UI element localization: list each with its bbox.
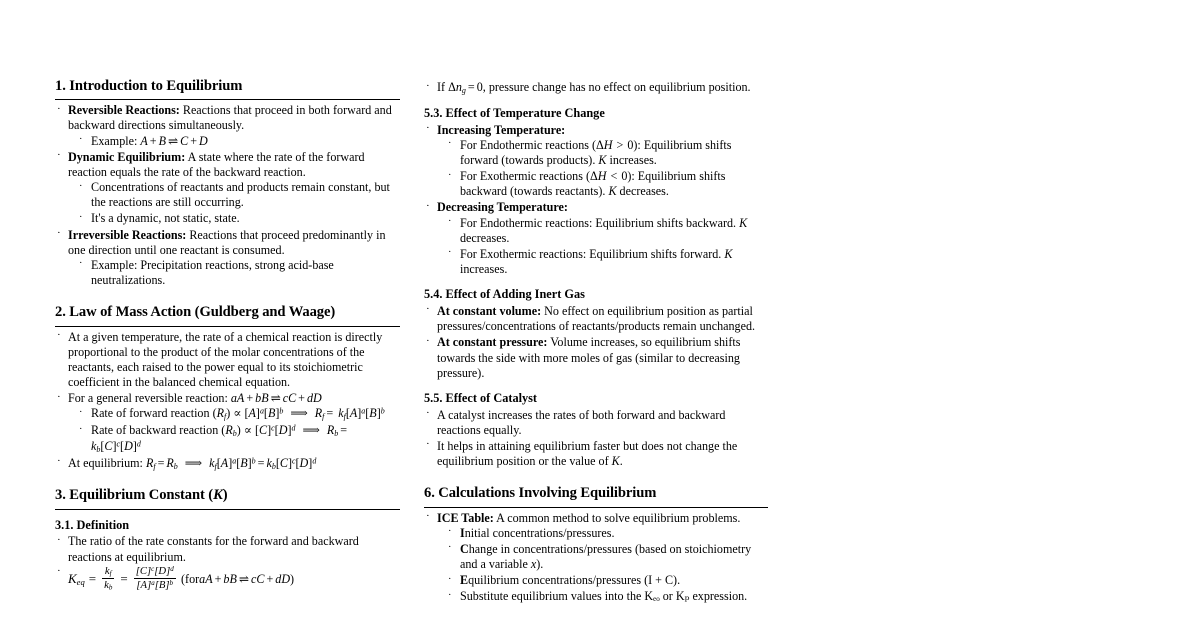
heading-text-post: ): [222, 487, 228, 504]
list-item: [77, 423, 400, 455]
bullet-icon: ·: [448, 216, 452, 228]
math-expression: $[C]^c[D]^d$: [254, 423, 296, 438]
bullet-icon: ·: [448, 573, 452, 585]
ice-equilibrium-letter: E: [460, 573, 469, 588]
item-text-a: For Endothermic reactions: Equilibrium shifts backward.: [460, 215, 737, 230]
list-item: [55, 228, 400, 289]
item-text: Reactions that proceed predominantly in one direction until one reactant is consumed.: [68, 227, 386, 257]
item-text: Reactions that proceed in both forward and backward directions simultaneously.: [68, 103, 392, 133]
heading-section-6: 6. Calculations Involving Equilibrium: [424, 485, 768, 507]
item-text: nitial concentrations/pressures.: [464, 525, 615, 540]
bullet-icon: ·: [57, 533, 61, 546]
ice-table-sublist: [437, 526, 768, 605]
item-text-b: decreases.: [460, 230, 510, 245]
item-text-b: ).: [536, 557, 544, 572]
list-item: [77, 180, 400, 210]
section-5-5-list: [424, 408, 768, 470]
item-label: Decreasing Temperature:: [437, 200, 568, 215]
item-text-b: .: [619, 454, 623, 469]
formula-paren-close: ): [290, 571, 295, 586]
section-2-sublist: [68, 406, 400, 454]
heading-math: K: [213, 487, 223, 504]
item-text: The ratio of the rate constants for the forward and backward reactions at equilibrium.: [68, 534, 359, 564]
bullet-icon: ·: [57, 455, 61, 468]
math-equilibrium-constant-formula: $K_{eq}$ = $\frac{k_f}{k_b}$ = $\frac{[C]^c[D]^d}{[A]^a[B]^b}$: [68, 565, 174, 592]
item-text: , pressure change has no effect on equilibrium position.: [482, 80, 751, 94]
bullet-icon: ·: [426, 438, 430, 451]
bullet-icon: ·: [448, 138, 452, 150]
item-text-a: For Exothermic reactions: Equilibrium shifts forward.: [460, 246, 722, 261]
bullet-icon: ·: [57, 565, 61, 578]
bullet-icon: ·: [448, 247, 452, 259]
item-label: ICE Table:: [437, 510, 494, 525]
left-column: [55, 78, 400, 626]
bullet-icon: ·: [426, 122, 430, 135]
bullet-icon: ·: [426, 510, 430, 522]
list-item: [77, 258, 400, 288]
math-k: K: [611, 454, 620, 469]
math-expression: $[A]^a[B]^b$: [244, 406, 284, 421]
list-item: [424, 200, 768, 277]
decreasing-temperature-sublist: [437, 216, 768, 278]
list-item: [55, 330, 400, 391]
list-item: [446, 526, 768, 541]
math-k: K: [598, 152, 607, 167]
list-item: [424, 408, 768, 438]
list-item: [55, 391, 400, 454]
heading-subsection-5-5: 5.5. Effect of Catalyst: [424, 390, 538, 405]
section-5-4-list: [424, 304, 768, 381]
bullet-icon: ·: [426, 303, 430, 316]
item-text: A common method to solve equilibrium problems.: [496, 510, 741, 525]
heading-subsection-5-4: 5.4. Effect of Adding Inert Gas: [424, 287, 585, 302]
section-1-sublist: [68, 134, 400, 149]
item-text: Rate of backward reaction: [91, 423, 219, 438]
item-text: Volume increases, so equilibrium shifts towards the side with more moles of gas (similar to decreasing pressure).: [437, 335, 741, 380]
bullet-icon: ·: [79, 258, 83, 270]
bullet-icon: ·: [79, 406, 83, 418]
math-expression: $k_f[A]^a[B]^b = k_b[C]^c[D]^d$: [209, 455, 317, 471]
math-delta-h-positive: ΔH > 0: [596, 137, 634, 152]
list-item: [77, 134, 400, 149]
ice-initial-letter: I: [460, 525, 465, 540]
item-text: Rate of forward reaction: [91, 406, 210, 421]
list-item: [55, 103, 400, 149]
list-item: [55, 534, 400, 564]
item-text: No effect on equilibrium position as partial pressures/concentrations of reactants/products remain unchanged.: [437, 303, 756, 334]
heading-section-2: 2. Law of Mass Action (Guldberg and Waage): [55, 304, 400, 326]
section-6-list: [424, 511, 768, 605]
math-delta-h-negative: ΔH < 0: [589, 169, 628, 184]
list-item: [446, 138, 768, 168]
bullet-icon: ·: [448, 526, 452, 538]
item-text: A catalyst increases the rates of both forward and backward reactions equally.: [437, 407, 726, 437]
math-implies-icon: ⟹: [302, 423, 320, 438]
math-k: K: [739, 215, 748, 230]
bullet-icon: ·: [57, 329, 61, 341]
item-text: A state where the rate of the forward reaction equals the rate of the backward reaction.: [68, 149, 365, 179]
item-text-a: For Endothermic reactions (: [460, 137, 597, 152]
item-text: quilibrium concentrations/pressures (I + C).: [468, 573, 681, 588]
math-k: K: [724, 246, 733, 261]
item-text-a: It helps in attaining equilibrium faster but does not change the equilibrium position or the value of: [437, 438, 738, 469]
bullet-icon: ·: [79, 211, 83, 223]
math-expression: aA + bB ⇌ cC + dD: [230, 391, 322, 406]
item-text: For a general reversible reaction:: [68, 391, 228, 406]
bullet-icon: ·: [79, 180, 83, 192]
bullet-icon: ·: [448, 169, 452, 181]
heading-section-1: 1. Introduction to Equilibrium: [55, 78, 400, 100]
bullet-icon: ·: [57, 102, 61, 115]
section-1-sublist-2: [68, 180, 400, 227]
section-2-list: [55, 330, 400, 472]
math-expression: $(R_b)$: [221, 423, 241, 438]
list-item: [77, 406, 400, 422]
math-implies-icon: ⟹: [184, 455, 203, 470]
two-column-body: [55, 78, 768, 626]
item-text-b: ): Equilibrium shifts backward (towards reactants).: [460, 169, 726, 199]
bullet-icon: ·: [448, 542, 452, 554]
bullet-icon: ·: [57, 227, 61, 240]
section-5-3-list: [424, 123, 768, 278]
item-text-b: ): Equilibrium shifts forward (towards products).: [460, 137, 732, 167]
item-text-c: decreases.: [619, 184, 669, 199]
math-fraction-concentrations: $\frac{[C]^c[D]^d}{[A]^a[B]^b}$: [135, 565, 174, 591]
bullet-icon: ·: [79, 423, 83, 435]
heading-section-3: [55, 487, 400, 509]
item-label: Dynamic Equilibrium:: [68, 149, 186, 164]
item-text: Concentrations of reactants and products remain constant, but the reactions are still occurring.: [91, 180, 390, 210]
list-item: [424, 80, 768, 96]
math-expression: $R_f$ =: [314, 406, 334, 422]
item-label: Irreversible Reactions:: [68, 227, 187, 242]
list-item: [446, 247, 768, 277]
list-item: [77, 211, 400, 226]
math-k: K: [608, 184, 617, 199]
item-text: At equilibrium:: [68, 455, 143, 470]
list-item-clipped: [446, 589, 768, 604]
item-label: Increasing Temperature:: [437, 122, 566, 137]
item-text: Substitute equilibrium values into the Kₑₒ or Kₚ expression.: [460, 589, 748, 604]
math-expression: $(R_f)$: [212, 406, 231, 422]
math-implies-icon: ⟹: [290, 406, 308, 421]
item-text: Example: Precipitation reactions, strong acid-base neutralizations.: [91, 257, 334, 288]
list-item: [424, 511, 768, 605]
list-item: [446, 573, 768, 588]
ice-change-letter: C: [460, 541, 469, 556]
bullet-icon: ·: [426, 334, 430, 347]
continued-list: [424, 80, 768, 96]
math-expression: $R_f = R_b$: [145, 455, 178, 471]
item-label: At constant volume:: [437, 303, 542, 318]
item-text-c: increases.: [609, 152, 657, 167]
list-item: [424, 439, 768, 469]
item-text-a: hange in concentrations/pressures (based on stoichiometry and a variable: [460, 541, 752, 572]
right-column: [424, 78, 768, 626]
list-item: [424, 304, 768, 334]
item-label: Reversible Reactions:: [68, 103, 180, 118]
item-text-a: For Exothermic reactions (: [460, 169, 590, 184]
heading-subsection-3-1: 3.1. Definition: [55, 517, 130, 532]
item-text-b: increases.: [460, 262, 508, 277]
item-text: It's a dynamic, not static, state.: [91, 211, 240, 226]
list-item: [55, 150, 400, 227]
section-1-list: [55, 103, 400, 288]
math-delta-n-gas: $\Delta n_g = 0$: [448, 80, 483, 95]
bullet-icon: ·: [448, 589, 452, 601]
math-expression: $k_f[A]^a[B]^b$: [338, 406, 385, 422]
list-item: [424, 123, 768, 200]
math-expression: $R_b$ =: [326, 423, 348, 438]
math-expression: $k_b[C]^c[D]^d$: [91, 438, 141, 454]
bullet-icon: ·: [426, 407, 430, 420]
math-fraction-rate-constants: $\frac{k_f}{k_b}$: [104, 565, 113, 592]
item-text-prefix: If: [437, 80, 446, 94]
heading-text-pre: 3. Equilibrium Constant (: [55, 487, 214, 504]
math-proportional-icon: ∝: [243, 423, 252, 438]
list-item: [55, 456, 400, 472]
math-variable-x: x: [530, 557, 537, 572]
formula-paren-open: (for: [181, 571, 200, 586]
bullet-icon: ·: [426, 199, 430, 212]
item-text: Example:: [91, 133, 138, 148]
bullet-icon: ·: [79, 134, 83, 146]
list-item: [446, 216, 768, 246]
math-proportional-icon: ∝: [233, 406, 242, 421]
item-label: At constant pressure:: [437, 335, 548, 350]
section-3-1-list: [55, 534, 400, 592]
list-item: [424, 335, 768, 381]
math-expression: A + B ⇌ C + D: [140, 133, 208, 148]
list-item: [55, 566, 400, 592]
math-general-reaction: aA + bB ⇌ cC + dD: [199, 571, 291, 586]
increasing-temperature-sublist: [437, 138, 768, 200]
section-1-sublist-3: [68, 258, 400, 288]
bullet-icon: ·: [426, 79, 430, 92]
heading-subsection-5-3: 5.3. Effect of Temperature Change: [424, 105, 605, 120]
bullet-icon: ·: [57, 390, 61, 403]
list-item: [446, 169, 768, 199]
bullet-icon: ·: [57, 149, 61, 162]
list-item: [446, 542, 768, 572]
item-text: At a given temperature, the rate of a chemical reaction is directly proportional to the product of the molar concentrations of the reactants, each raised to the power equal to its stoichiometric coefficient in the balanced chemical equation.: [68, 329, 383, 390]
